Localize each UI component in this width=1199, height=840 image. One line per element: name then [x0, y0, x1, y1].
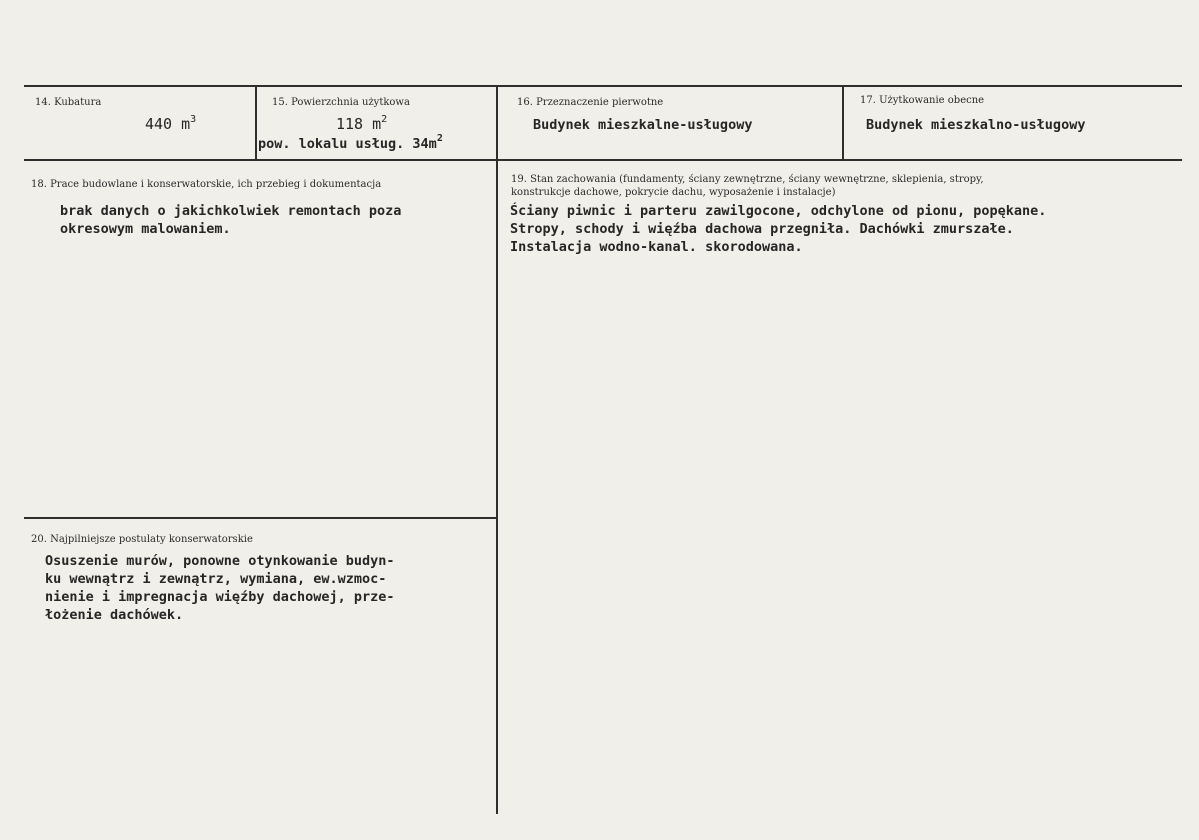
stan-line-3: Instalacja wodno-kanal. skorodowana.: [510, 239, 803, 255]
postulaty-line-4: łożenie dachówek.: [45, 607, 184, 623]
postulaty-line-1: Osuszenie murów, ponowne otynkowanie budyn-: [45, 553, 395, 569]
top-rule: [24, 85, 1182, 87]
column-divider-1: [255, 86, 257, 160]
kubatura-value: [145, 116, 196, 134]
przeznaczenie-value: Budynek mieszkalne-usługowy: [533, 117, 753, 133]
prace-label: 18. Prace budowlane i konserwatorskie, ich przebieg i dokumentacja: [31, 179, 382, 190]
postulaty-line-2: ku wewnątrz i zewnątrz, wymiana, ew.wzmoc-: [45, 571, 387, 587]
powierzchnia-exponent: 2: [381, 114, 388, 125]
powierzchnia-uslugi: [258, 133, 443, 154]
kubatura-number: 440 m: [145, 115, 191, 133]
left-column-divider: [24, 517, 496, 519]
column-divider-3: [842, 86, 844, 160]
uzytkowanie-label: 17. Użytkowanie obecne: [860, 95, 985, 106]
stan-line-1: Ściany piwnic i parteru zawilgocone, odchylone od pionu, popękane.: [510, 203, 1047, 219]
row-divider: [24, 159, 1182, 161]
stan-label-line-2: konstrukcje dachowe, pokrycie dachu, wyposażenie i instalacje): [511, 187, 836, 198]
stan-label-line-1: 19. Stan zachowania (fundamenty, ściany zewnętrzne, ściany wewnętrzne, sklepienia, stropy,: [511, 174, 984, 185]
postulaty-label: 20. Najpilniejsze postulaty konserwatorskie: [31, 534, 253, 545]
postulaty-line-3: nienie i impregnacja więźby dachowej, prze-: [45, 589, 395, 605]
kubatura-label: 14. Kubatura: [35, 97, 102, 108]
kubatura-exponent: 3: [190, 114, 197, 125]
powierzchnia-value: [336, 116, 387, 134]
powierzchnia-label: 15. Powierzchnia użytkowa: [272, 97, 410, 108]
powierzchnia-uslugi-text: pow. lokalu usług. 34m: [258, 136, 437, 152]
uzytkowanie-value: Budynek mieszkalno-usługowy: [866, 117, 1086, 133]
prace-line-1: brak danych o jakichkolwiek remontach poza: [60, 203, 402, 219]
column-divider-main: [496, 86, 498, 814]
prace-line-2: okresowym malowaniem.: [60, 221, 231, 237]
stan-line-2: Stropy, schody i więźba dachowa przegniła. Dachówki zmurszałe.: [510, 221, 1014, 237]
powierzchnia-uslugi-exponent: 2: [436, 133, 443, 144]
przeznaczenie-label: 16. Przeznaczenie pierwotne: [517, 97, 664, 108]
powierzchnia-number: 118 m: [336, 115, 382, 133]
